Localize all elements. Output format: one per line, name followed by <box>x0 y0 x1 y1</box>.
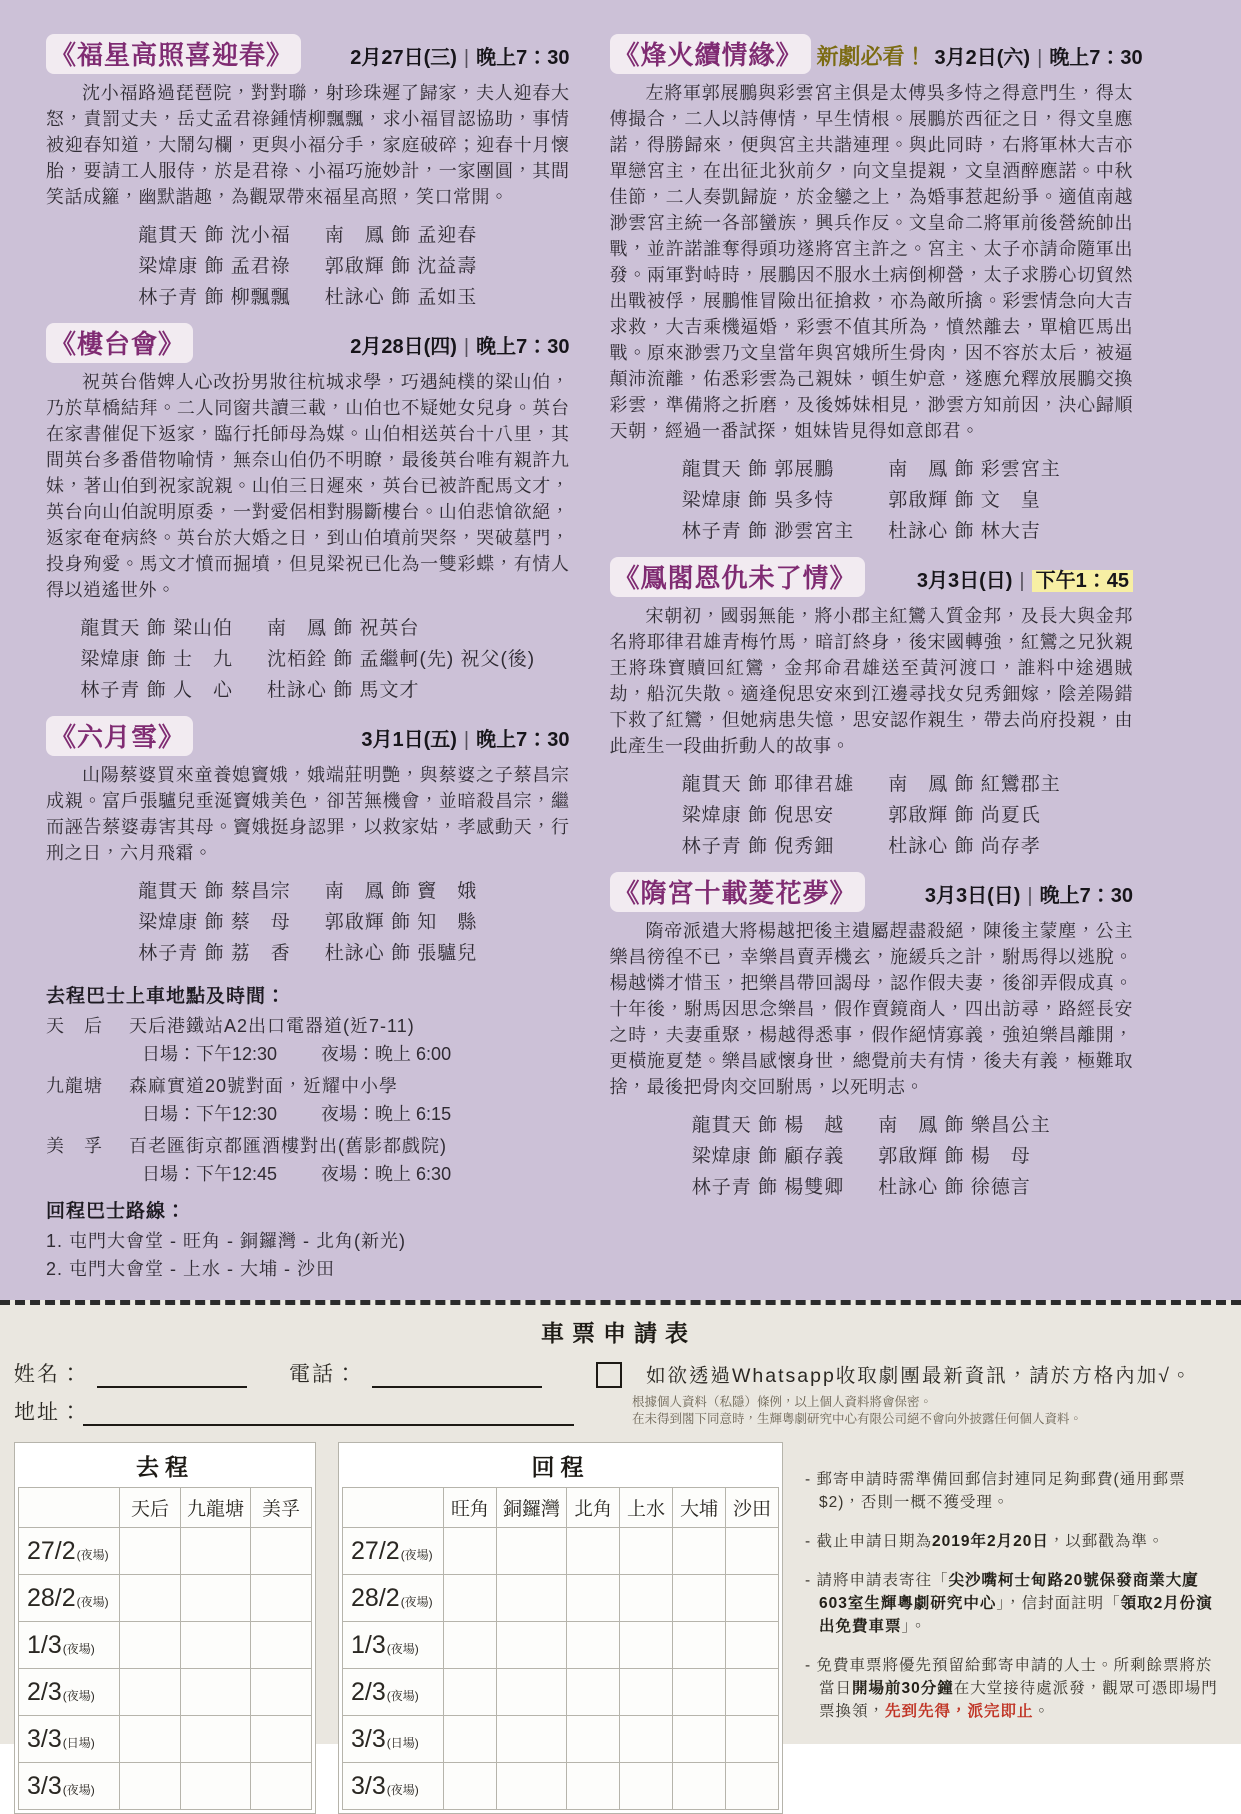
column-header: 銅鑼灣 <box>497 1488 567 1528</box>
show-title: 《隋宮十載菱花夢》 <box>610 872 865 912</box>
form-cell[interactable] <box>120 1575 181 1622</box>
show-time: 晚上7：30 <box>1049 47 1143 69</box>
form-cell[interactable] <box>444 1528 497 1575</box>
row-label: 27/2(夜場) <box>19 1528 120 1575</box>
whatsapp-note: 如欲透過Whatsapp收取劇團最新資訊，請於方格內加√。 <box>646 1365 1193 1387</box>
stop-name: 美 孚 <box>46 1136 103 1156</box>
note-text: 領取2月份演出免費車票 <box>819 1595 1213 1635</box>
table-row <box>343 1622 779 1669</box>
show-synopsis: 沈小福路過琵琶院，對對聯，射珍珠遲了歸家，夫人迎春大怒，責罰丈夫，岳丈孟君祿鍾情柳飄飄，求小福冒認協助，事情被迎春知道，大鬧勾欄，更與小福分手，家庭破碎；迎春十月懷胎，要請工人服侍，於是君祿、小福巧施妙計，一家團圓，其間笑話成籮，幽默諧趣，為觀眾帶來福星高照，笑口常開。 <box>46 83 570 207</box>
show-synopsis: 左將軍郭展鵬與彩雲宮主俱是太傅吳多恃之得意門生，得太傅撮合，二人以詩傳情，早生情根。展鵬於西征之日，得文皇應諾，得勝歸來，便與宮主共諧連理。與此同時，右將軍林大吉亦單戀宮主，在出征北狄前夕，向文皇提親，文皇酒醉應諾。中秋佳節，二人奏凱歸旋，於金鑾之上，為婚事惹起紛爭。適值南越渺雲宮主統一各部蠻族，興兵作反。文皇命二將軍前後營統帥出戰，並許諾誰奪得頭功遂將宮主許之。宮主、太子亦請命隨軍出發。兩軍對峙時，展鵬因不服水土病倒柳營，太子求勝心切貿然出戰被俘，展鵬惟冒險出征搶救，亦為敵所擒。彩雲情急向大吉求救，大吉乘機逼婚，彩雲不值其所為，憤然離去，單槍匹馬出戰。原來渺雲乃文皇當年與宮娥所生骨肉，因不容於太后，被逼顛沛流離，佑悉彩雲為己親妹，頓生妒意，遂應允釋放展鵬交換彩雲，準備將之折磨，及後姊妹相見，渺雲方知前因，決心歸順天朝，經過一番試探，姐妹皆見得如意郎君。 <box>609 83 1133 441</box>
form-cell[interactable] <box>181 1575 251 1622</box>
form-cell[interactable] <box>567 1622 620 1669</box>
outbound-grid <box>18 1487 312 1810</box>
column-header: 北角 <box>567 1488 620 1528</box>
form-cell[interactable] <box>444 1622 497 1669</box>
form-row-1 <box>14 1358 1223 1388</box>
form-cell[interactable] <box>567 1716 620 1763</box>
cast-item: 郭啟輝 飾 沈益壽 <box>324 256 478 277</box>
header-row <box>19 1488 312 1528</box>
form-cell[interactable] <box>726 1716 779 1763</box>
note-item <box>805 1654 1223 1723</box>
show-time: 晚上7：30 <box>476 47 570 69</box>
note-text: - 請將申請表寄往「 <box>805 1572 949 1589</box>
bus-stop-kowloontong <box>46 1072 570 1126</box>
cast-list <box>682 769 1061 858</box>
table-row <box>343 1763 779 1810</box>
stop-name: 九龍塘 <box>46 1076 103 1096</box>
date-time-separator: | <box>1027 885 1033 907</box>
form-cell[interactable] <box>181 1622 251 1669</box>
cast-list <box>692 1110 1051 1199</box>
form-cell[interactable] <box>251 1575 312 1622</box>
cast-item: 梁煒康 飾 孟君祿 <box>138 256 291 277</box>
form-cell[interactable] <box>673 1528 726 1575</box>
form-cell[interactable] <box>251 1622 312 1669</box>
row-label: 3/3(夜場) <box>343 1763 444 1810</box>
show-section-3 <box>46 716 570 965</box>
cast-item: 梁煒康 飾 吳多恃 <box>681 490 835 511</box>
header-row <box>343 1488 779 1528</box>
column-header: 大埔 <box>673 1488 726 1528</box>
show-title: 《樓台會》 <box>46 323 193 363</box>
row-label: 3/3(日場) <box>343 1716 444 1763</box>
show-datetime <box>350 41 569 70</box>
column-header: 上水 <box>620 1488 673 1528</box>
form-cell[interactable] <box>497 1622 567 1669</box>
note-text: - 截止申請日期為 <box>805 1533 932 1550</box>
return-bus-title: 回程巴士路線： <box>46 1201 187 1222</box>
note-item <box>805 1468 1223 1514</box>
show-section-5 <box>610 557 1134 858</box>
form-cell[interactable] <box>673 1716 726 1763</box>
form-cell[interactable] <box>726 1528 779 1575</box>
show-header <box>46 323 570 363</box>
show-datetime <box>935 41 1143 70</box>
row-label: 28/2(夜場) <box>343 1575 444 1622</box>
cast-item: 林子青 飾 荔 香 <box>138 943 291 964</box>
row-label: 2/3(夜場) <box>343 1669 444 1716</box>
form-cell[interactable] <box>620 1716 673 1763</box>
column-header: 天后 <box>120 1488 181 1528</box>
application-notes <box>805 1442 1223 1739</box>
whatsapp-checkbox[interactable] <box>596 1362 622 1388</box>
privacy-line-1: 根據個人資料（私隱）條例，以上個人資料將會保密。 <box>632 1395 933 1409</box>
show-date: 2月27日(三) <box>350 47 457 69</box>
form-cell[interactable] <box>673 1575 726 1622</box>
name-field[interactable] <box>97 1366 247 1388</box>
form-cell[interactable] <box>567 1528 620 1575</box>
cast-item: 林子青 飾 渺雲宮主 <box>681 521 855 542</box>
outbound-bus-title: 去程巴士上車地點及時間： <box>46 986 287 1007</box>
show-section-2 <box>46 323 570 702</box>
note-text: 尖沙嘴柯士甸路20號保發商業大廈603室生輝粵劇研究中心 <box>819 1572 1199 1612</box>
return-route-1: 1. 屯門大會堂 - 旺角 - 銅鑼灣 - 北角(新光) <box>46 1231 406 1251</box>
table-row <box>19 1669 312 1716</box>
cast-item: 杜詠心 飾 徐德言 <box>878 1177 1031 1198</box>
outbound-table <box>14 1442 316 1814</box>
cast-item: 林子青 飾 倪秀鈿 <box>681 836 835 857</box>
form-cell[interactable] <box>444 1575 497 1622</box>
show-title: 《烽火續情緣》 <box>610 34 811 74</box>
note-item <box>805 1530 1223 1553</box>
form-cell[interactable] <box>181 1528 251 1575</box>
cast-item: 杜詠心 飾 張驢兒 <box>324 943 478 964</box>
row-label: 1/3(夜場) <box>19 1622 120 1669</box>
table-row <box>343 1575 779 1622</box>
inbound-grid <box>342 1487 779 1810</box>
cast-item: 龍貫天 飾 沈小福 <box>138 225 291 246</box>
form-cell[interactable] <box>251 1669 312 1716</box>
note-text: 」，信封面註明「 <box>996 1595 1121 1612</box>
cast-item: 南 鳳 飾 彩雲宮主 <box>888 459 1061 480</box>
cast-item: 梁煒康 飾 顧存義 <box>691 1146 845 1167</box>
inbound-table-title: 回程 <box>531 1454 590 1480</box>
form-title: 車票申請表 <box>541 1320 696 1346</box>
form-cell[interactable] <box>673 1622 726 1669</box>
stop-location: 森麻實道20號對面，近耀中小學 <box>129 1076 399 1096</box>
name-label: 姓名： <box>14 1363 83 1386</box>
show-section-4 <box>609 34 1143 543</box>
form-cell[interactable] <box>620 1669 673 1716</box>
form-cell[interactable] <box>120 1716 181 1763</box>
stop-night-time: 夜場：晚上 6:15 <box>321 1104 452 1124</box>
show-date: 3月3日(日) <box>924 885 1021 907</box>
privacy-line-2: 在未得到閣下同意時，生輝粵劇研究中心有限公司絕不會向外披露任何個人資料。 <box>632 1412 1083 1426</box>
cast-list <box>682 454 1061 543</box>
table-row <box>343 1528 779 1575</box>
column-header: 美孚 <box>251 1488 312 1528</box>
form-cell[interactable] <box>181 1763 251 1810</box>
cast-item: 郭啟輝 飾 尚夏氏 <box>888 805 1041 826</box>
show-datetime <box>350 330 569 359</box>
form-cell[interactable] <box>497 1716 567 1763</box>
cast-item: 林子青 飾 楊雙卿 <box>691 1177 845 1198</box>
note-text: - 郵寄申請時需準備回郵信封連同足夠郵費(通用郵票 $2)，否則一概不獲受理。 <box>805 1471 1186 1511</box>
cast-item: 林子青 飾 柳飄飄 <box>138 287 291 308</box>
form-row-2 <box>14 1396 1223 1428</box>
form-cell[interactable] <box>181 1716 251 1763</box>
cast-item: 南 鳳 飾 紅鸞郡主 <box>888 774 1061 795</box>
show-time: 晚上7：30 <box>476 729 570 751</box>
cast-item: 龍貫天 飾 郭展鵬 <box>681 459 835 480</box>
note-text: 」。 <box>901 1618 927 1635</box>
table-row <box>343 1716 779 1763</box>
show-header <box>610 34 1143 74</box>
corner-cell <box>19 1488 120 1528</box>
cast-item: 南 鳳 飾 竇 娥 <box>324 881 478 902</box>
note-text: 2019年2月20日 <box>932 1533 1049 1550</box>
stop-name: 天 后 <box>46 1016 103 1036</box>
right-column <box>609 34 1143 1281</box>
note-text: 先到先得，派完即止 <box>885 1703 1034 1720</box>
cast-item: 郭啟輝 飾 楊 母 <box>878 1146 1031 1167</box>
row-label: 1/3(夜場) <box>343 1622 444 1669</box>
cast-item: 梁煒康 飾 士 九 <box>80 649 233 670</box>
note-text: ，以郵戳為準。 <box>1048 1533 1165 1550</box>
table-row <box>19 1575 312 1622</box>
form-cell[interactable] <box>567 1763 620 1810</box>
show-date: 2月28日(四) <box>350 336 457 358</box>
new-show-badge: 新劇必看！ <box>816 44 927 69</box>
address-label: 地址： <box>14 1401 83 1424</box>
note-text: - 免費車票將優先預留給郵寄申請的人士。所剩餘票將於當日 <box>805 1657 1213 1697</box>
cast-item: 南 鳳 飾 孟迎春 <box>324 225 478 246</box>
phone-field[interactable] <box>372 1366 542 1388</box>
date-time-separator: | <box>1037 47 1043 69</box>
show-time-highlighted: 下午1：45 <box>1032 570 1133 592</box>
show-synopsis: 宋朝初，國弱無能，將小郡主紅鸞入質金邦，及長大與金邦名將耶律君雄青梅竹馬，暗訂終身，後宋國轉強，紅鸞之兄狄親王將珠寶贖回紅鸞，金邦命君雄送至黃河渡口，誰料中途遇賊劫，船沉失散。適逢倪思安來到江邊尋找女兒秀鈿嫁，陰差陽錯下救了紅鸞，但她病患失憶，思安認作親生，帶去尚府投親，由此產生一段曲折動人的故事。 <box>609 606 1133 756</box>
bus-stop-tinhau <box>46 1012 570 1066</box>
ticket-application-form <box>0 1300 1241 1800</box>
inbound-table <box>338 1442 783 1814</box>
cast-list <box>138 876 477 965</box>
show-header <box>610 872 1134 912</box>
row-label: 27/2(夜場) <box>343 1528 444 1575</box>
show-date: 3月3日(日) <box>916 570 1013 592</box>
show-datetime <box>361 723 569 752</box>
cast-item: 郭啟輝 飾 文 皇 <box>888 490 1041 511</box>
row-label: 2/3(夜場) <box>19 1669 120 1716</box>
note-text: 。 <box>1033 1703 1051 1720</box>
cast-item: 龍貫天 飾 蔡昌宗 <box>138 881 291 902</box>
cast-list <box>138 220 477 309</box>
show-header <box>610 557 1134 597</box>
cast-item: 杜詠心 飾 孟如玉 <box>324 287 478 308</box>
show-datetime <box>925 879 1133 908</box>
table-row <box>343 1669 779 1716</box>
show-section-1 <box>46 34 570 309</box>
form-cell[interactable] <box>726 1575 779 1622</box>
form-cell[interactable] <box>251 1763 312 1810</box>
show-time: 晚上7：30 <box>476 336 570 358</box>
form-cell[interactable] <box>497 1669 567 1716</box>
column-header: 九龍塘 <box>181 1488 251 1528</box>
bus-info <box>46 981 570 1281</box>
address-field[interactable] <box>83 1404 574 1426</box>
table-row <box>19 1528 312 1575</box>
table-row <box>19 1622 312 1669</box>
show-datetime <box>917 564 1133 593</box>
show-title: 《福星高照喜迎春》 <box>46 34 301 74</box>
privacy-statement <box>632 1394 1082 1428</box>
phone-label: 電話： <box>289 1363 358 1386</box>
form-cell[interactable] <box>181 1669 251 1716</box>
form-cell[interactable] <box>251 1528 312 1575</box>
column-header: 旺角 <box>444 1488 497 1528</box>
cast-item: 郭啟輝 飾 知 縣 <box>324 912 478 933</box>
cast-item: 沈栢銓 飾 孟繼軻(先) 祝父(後) <box>266 649 536 670</box>
stop-day-time: 日場：下午12:30 <box>142 1104 278 1124</box>
stop-day-time: 日場：下午12:30 <box>142 1044 278 1064</box>
form-cell[interactable] <box>497 1763 567 1810</box>
form-cell[interactable] <box>620 1763 673 1810</box>
form-cell[interactable] <box>673 1763 726 1810</box>
form-cell[interactable] <box>120 1528 181 1575</box>
cast-item: 龍貫天 飾 楊 越 <box>691 1115 845 1136</box>
form-cell[interactable] <box>567 1575 620 1622</box>
cast-item: 杜詠心 飾 林大吉 <box>888 521 1041 542</box>
form-cell[interactable] <box>726 1622 779 1669</box>
form-cell[interactable] <box>444 1669 497 1716</box>
show-time: 晚上7：30 <box>1039 885 1133 907</box>
column-header: 沙田 <box>726 1488 779 1528</box>
row-label: 3/3(夜場) <box>19 1763 120 1810</box>
stop-location: 天后港鐵站A2出口電器道(近7-11) <box>129 1016 415 1036</box>
show-header <box>46 716 570 756</box>
cast-item: 南 鳳 飾 祝英台 <box>266 618 420 639</box>
cast-item: 杜詠心 飾 尚存孝 <box>888 836 1041 857</box>
form-cell[interactable] <box>673 1669 726 1716</box>
stop-night-time: 夜場：晚上 6:00 <box>321 1044 452 1064</box>
cast-list <box>80 613 535 702</box>
show-header <box>46 34 570 74</box>
note-text: 開場前30分鐘 <box>852 1680 954 1697</box>
form-cell[interactable] <box>620 1528 673 1575</box>
form-cell[interactable] <box>620 1622 673 1669</box>
stop-day-time: 日場：下午12:45 <box>142 1164 278 1184</box>
form-cell[interactable] <box>726 1669 779 1716</box>
row-label: 28/2(夜場) <box>19 1575 120 1622</box>
date-time-separator: | <box>463 729 470 751</box>
cast-item: 南 鳳 飾 樂昌公主 <box>878 1115 1051 1136</box>
date-time-separator: | <box>463 47 470 69</box>
show-date: 3月1日(五) <box>361 729 457 751</box>
corner-cell <box>343 1488 444 1528</box>
show-title: 《鳳閣恩仇未了情》 <box>610 557 865 597</box>
stop-location: 百老匯街京都匯酒樓對出(舊影都戲院) <box>129 1136 447 1156</box>
cast-item: 龍貫天 飾 耶律君雄 <box>681 774 855 795</box>
show-date: 3月2日(六) <box>934 47 1031 69</box>
form-cell[interactable] <box>620 1575 673 1622</box>
form-cell[interactable] <box>567 1669 620 1716</box>
cast-item: 梁煒康 飾 蔡 母 <box>138 912 291 933</box>
show-synopsis: 山陽蔡婆買來童養媳竇娥，娥端莊明艷，與蔡婆之子蔡昌宗成親。富戶張驢兒垂涎竇娥美色，卻苦無機會，並暗殺昌宗，繼而誣告蔡婆毒害其母。竇娥挺身認罪，以救家姑，孝感動天，行刑之日，六月飛霜。 <box>46 765 570 863</box>
show-section-6 <box>610 872 1134 1199</box>
show-synopsis: 祝英台偕婢人心改扮男妝往杭城求學，巧遇純樸的梁山伯，乃於草橋結拜。二人同窗共讀三載，山伯也不疑她女兒身。英台在家書催促下返家，臨行托師母為媒。山伯相送英台十八里，其間英台多番借物喻情，無奈山伯仍不明瞭，最後英台唯有親許九妹，著山伯到祝家說親。山伯三日遲來，英台已被許配馬文才，英台向山伯說明原委，一對愛侶相對腸斷樓台。山伯悲愴欲絕，返家奄奄病終。英台於大婚之日，到山伯墳前哭祭，哭破墓門，投身殉愛。馬文才憤而掘墳，但見梁祝已化為一雙彩蝶，有情人得以逍遙世外。 <box>46 372 570 600</box>
table-row <box>19 1763 312 1810</box>
cast-item: 梁煒康 飾 倪思安 <box>681 805 835 826</box>
outbound-table-title: 去程 <box>136 1454 194 1480</box>
form-cell[interactable] <box>497 1528 567 1575</box>
form-cell[interactable] <box>444 1716 497 1763</box>
cast-item: 龍貫天 飾 梁山伯 <box>80 618 233 639</box>
form-cell[interactable] <box>120 1669 181 1716</box>
stop-night-time: 夜場：晚上 6:30 <box>321 1164 452 1184</box>
form-cell[interactable] <box>120 1763 181 1810</box>
form-cell[interactable] <box>726 1763 779 1810</box>
return-route-2: 2. 屯門大會堂 - 上水 - 大埔 - 沙田 <box>46 1259 335 1279</box>
form-body <box>14 1442 1223 1814</box>
left-column <box>46 34 570 1281</box>
date-time-separator: | <box>1019 570 1025 592</box>
form-cell[interactable] <box>120 1622 181 1669</box>
show-synopsis: 隋帝派遣大將楊越把後主遺屬趕盡殺絕，陳後主蒙塵，公主樂昌徬徨不已，幸樂昌賣弄機玄，施緩兵之計，駙馬得以逃脫。楊越憐才惜玉，把樂昌帶回謁母，認作假夫妻，後卻弄假成真。十年後，駙馬因思念樂昌，假作賣鏡商人，四出訪尋，路經長安之時，夫妻重聚，楊越得悉事，假作絕情寡義，強迫樂昌離開，更橫施夏楚。樂昌感懷身世，總覺前夫有情，後夫有義，極難取捨，最後把骨肉交回駙馬，以死明志。 <box>609 921 1133 1097</box>
form-cell[interactable] <box>497 1575 567 1622</box>
cast-item: 杜詠心 飾 馬文才 <box>266 680 420 701</box>
row-label: 3/3(日場) <box>19 1716 120 1763</box>
form-cell[interactable] <box>251 1716 312 1763</box>
note-item <box>805 1569 1223 1638</box>
cast-item: 林子青 飾 人 心 <box>80 680 233 701</box>
table-row <box>19 1716 312 1763</box>
note-text: 在大堂接待處派發，觀眾可憑即場門票換領， <box>819 1680 1218 1720</box>
bus-stop-meifoo <box>46 1132 570 1186</box>
date-time-separator: | <box>463 336 470 358</box>
show-title: 《六月雪》 <box>46 716 193 756</box>
form-cell[interactable] <box>444 1763 497 1810</box>
